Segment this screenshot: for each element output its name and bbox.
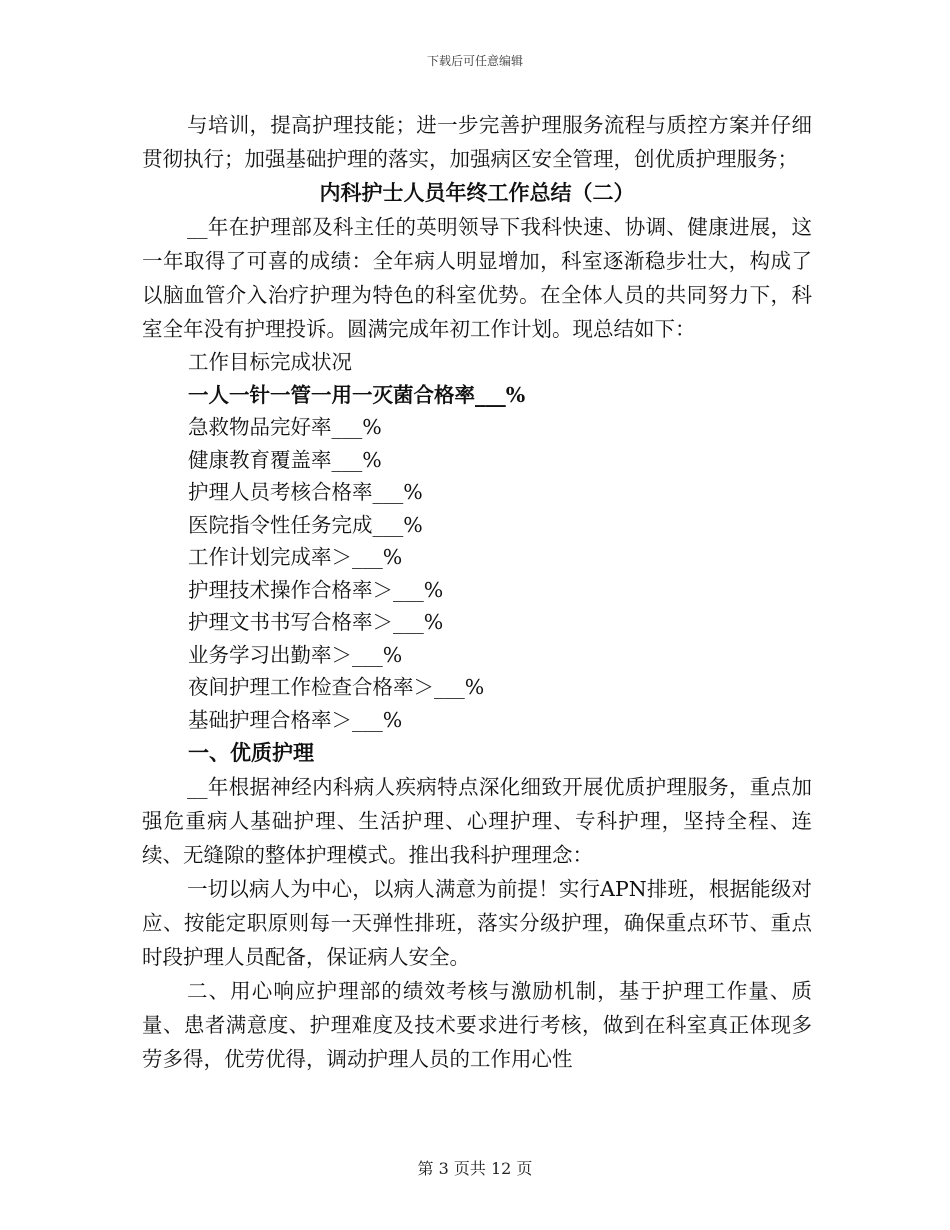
goal-item-sterilization: 一人一针一管一用一灭菌合格率___% xyxy=(188,382,526,407)
goal-item: 工作计划完成率＞___% xyxy=(188,545,403,569)
page-number: 第 3 页共 12 页 xyxy=(417,1159,533,1178)
section-heading-quality-care: 一、优质护理 xyxy=(188,740,314,765)
goal-item: 急救物品完好率___% xyxy=(188,415,382,439)
paragraph-performance: 二、用心响应护理部的绩效考核与激励机制，基于护理工作量、质量、患者满意度、护理难度及技术要求进行考核，做到在科室真正体现多劳多得，优劳优得，调动护理人员的工作用心性 xyxy=(142,979,812,1071)
goal-item: 健康教育覆盖率___% xyxy=(188,447,382,472)
paragraph-care-concept: 一切以病人为中心，以病人满意为前提！实行APN排班，根据能级对应、按能定职原则每一天弹性排班，落实分级护理，确保重点环节、重点时段护理人员配备，保证病人安全。 xyxy=(142,877,812,969)
page-header: 下载后可任意编辑 xyxy=(426,54,523,68)
goal-item: 护理人员考核合格率___% xyxy=(188,480,423,504)
goal-item: 基础护理合格率＞___% xyxy=(188,707,403,732)
goal-item: 夜间护理工作检查合格率＞___% xyxy=(188,675,485,699)
goal-item: 医院指令性任务完成___% xyxy=(188,512,423,537)
goal-item: 护理文书书写合格率＞___% xyxy=(188,610,444,634)
document-body xyxy=(142,108,812,1076)
section-title: 内科护士人员年终工作总结（二） xyxy=(319,180,635,205)
goal-item: 护理技术操作合格率＞___% xyxy=(188,577,444,602)
paragraph-summary: __年在护理部及科主任的英明领导下我科快速、协调、健康进展，这一年取得了可喜的成绩：全年病人明显增加，科室逐渐稳步壮大，构成了以脑血管介入治疗护理为特色的科室优势。在全体人员的共同努力下，科室全年没有护理投诉。圆满完成年初工作计划。现总结如下： xyxy=(142,215,812,341)
paragraph-quality-care: __年根据神经内科病人疾病特点深化细致开展优质护理服务，重点加强危重病人基础护理、生活护理、心理护理、专科护理，坚持全程、连续、无缝隙的整体护理模式。推出我科护理理念： xyxy=(142,775,812,867)
paragraph-intro-continuation: 与培训，提高护理技能；进一步完善护理服务流程与质控方案并仔细贯彻执行；加强基础护理的落实，加强病区安全管理，创优质护理服务； xyxy=(142,113,812,171)
goal-item: 业务学习出勤率＞___% xyxy=(188,642,403,667)
goals-heading: 工作目标完成状况 xyxy=(188,350,352,374)
